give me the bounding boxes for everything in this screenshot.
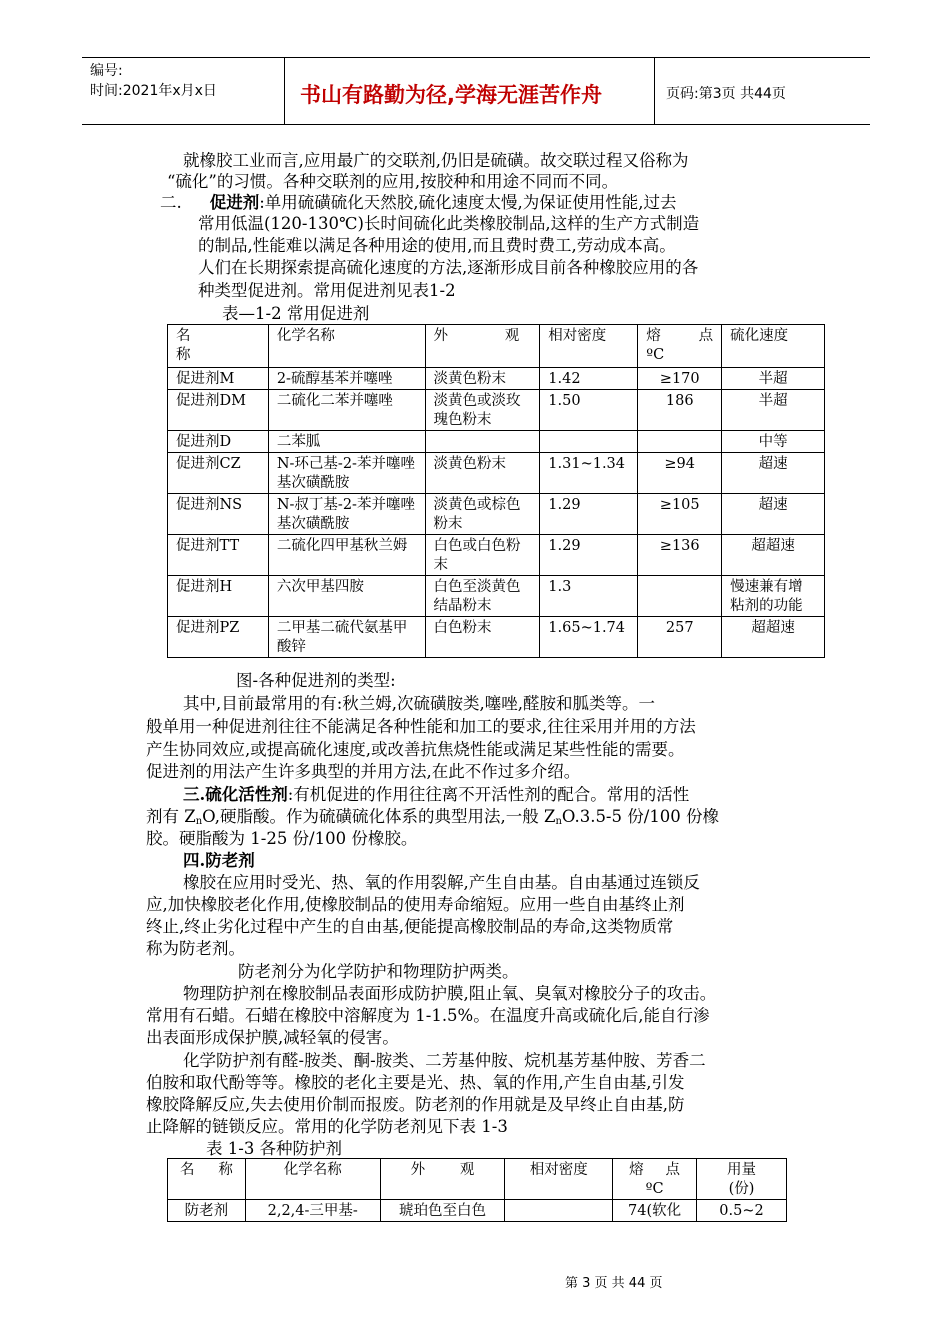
header-name: 名称 [168, 325, 269, 368]
cell-melt [638, 431, 722, 453]
page-info: 页码:第3页 共44页 [666, 86, 786, 102]
header-density: 相对密度 [540, 325, 638, 368]
cell-name: 促进剂D [168, 431, 269, 453]
cell-look [425, 431, 540, 453]
cell-melt [638, 576, 722, 617]
chemical-line-3: 橡胶降解反应,失去使用价制而报废。防老剂的作用就是及早终止自由基,防 [146, 1095, 685, 1114]
common-accelerators-line-1: 其中,目前最常用的有:秋兰姆,次硫磺胺类,噻唑,醛胺和胍类等。一 [183, 694, 656, 713]
cell-chem: 六次甲基四胺 [268, 576, 425, 617]
cell-look: 淡黄色或淡玫瑰色粉末 [425, 390, 540, 431]
section-3-line-1-rest: :有机促进的作用往往离不开活性剂的配合。常用的活性 [287, 785, 690, 804]
cell-name: 促进剂DM [168, 390, 269, 431]
cell-melt: ≥136 [638, 535, 722, 576]
cell-dose: 0.5~2 [697, 1200, 787, 1222]
intro-line-1: 就橡胶工业而言,应用最广的交联剂,仍旧是硫磺。故交联过程又俗称为 [183, 151, 689, 170]
cell-name: 促进剂TT [168, 535, 269, 576]
chemical-line-2: 伯胺和取代酚等等。橡胶的老化主要是光、热、氧的作用,产生自由基,引发 [146, 1073, 685, 1092]
cell-melt: ≥105 [638, 494, 722, 535]
cell-look: 淡黄色粉末 [425, 453, 540, 494]
cell-name: 促进剂PZ [168, 617, 269, 658]
header-appearance: 外观 [380, 1159, 505, 1200]
cell-density: 1.3 [540, 576, 638, 617]
cell-melt: ≥94 [638, 453, 722, 494]
cell-chem: 二苯胍 [268, 431, 425, 453]
cell-density: 1.65~1.74 [540, 617, 638, 658]
header-cure-speed: 硫化速度 [722, 325, 825, 368]
header-bottom-rule [82, 124, 870, 125]
table-1-3-caption: 表 1-3 各种防护剂 [206, 1139, 343, 1158]
table-row [168, 1200, 787, 1222]
table-header-row [168, 325, 825, 368]
table-row [168, 617, 825, 658]
header-density: 相对密度 [505, 1159, 613, 1200]
header-divider-left [284, 58, 285, 124]
cell-density: 1.42 [540, 368, 638, 390]
accelerator-table [167, 324, 825, 658]
header-chem-name: 化学名称 [268, 325, 425, 368]
chemical-line-1: 化学防护剂有醛-胺类、酮-胺类、二芳基仲胺、烷机基芳基仲胺、芳香二 [183, 1051, 706, 1070]
table-row [168, 453, 825, 494]
section-3-title: 三.硫化活性剂 [183, 785, 288, 804]
cell-density: 1.29 [540, 535, 638, 576]
cell-speed: 超速 [722, 453, 825, 494]
common-accelerators-line-2: 般单用一种促进剂往往不能满足各种性能和加工的要求,往往采用并用的方法 [146, 717, 696, 736]
cell-density [505, 1200, 613, 1222]
cell-speed: 超超速 [722, 617, 825, 658]
cell-name: 促进剂CZ [168, 453, 269, 494]
cell-melt: ≥170 [638, 368, 722, 390]
table-row [168, 431, 825, 453]
document-number-label: 编号: [90, 63, 123, 79]
cell-speed: 中等 [722, 431, 825, 453]
section-3-line-2: 剂有 $Z_nO$,硬脂酸。作为硫磺硫化体系的典型用法,一般 $Z_nO.3.5-5$ 份/100 份橡 [146, 807, 720, 827]
section-3-line-1 [183, 784, 689, 805]
cell-density: 1.50 [540, 390, 638, 431]
header-divider-right [654, 58, 655, 124]
table-row [168, 390, 825, 431]
header-motto: 书山有路勤为径,学海无涯苦作舟 [300, 83, 602, 107]
aging-line-3: 终止,终止劣化过程中产生的自由基,便能提高橡胶制品的寿命,这类物质常 [146, 917, 674, 936]
cell-chem: 2-硫醇基苯并噻唑 [268, 368, 425, 390]
cell-look: 淡黄色粉末 [425, 368, 540, 390]
cell-chem: 二硫化四甲基秋兰姆 [268, 535, 425, 576]
cell-melt: 186 [638, 390, 722, 431]
cell-speed: 慢速兼有增粘剂的功能 [722, 576, 825, 617]
physical-line-2: 常用有石蜡。石蜡在橡胶中溶解度为 1-1.5%。在温度升高或硫化后,能自行渗 [146, 1006, 710, 1025]
section-3-line-3: 胶。硬脂酸为 1-25 份/100 份橡胶。 [146, 829, 418, 848]
cell-chem: N-环己基-2-苯并噻唑基次磺酰胺 [268, 453, 425, 494]
chemical-line-4: 止降解的链锁反应。常用的化学防老剂见下表 1-3 [146, 1117, 508, 1136]
common-accelerators-line-3: 产生协同效应,或提高硫化速度,或改善抗焦烧性能或满足某些性能的需要。 [146, 740, 685, 759]
header-dosage: 用量 (份) [697, 1159, 787, 1200]
cell-look: 琥珀色至白色 [380, 1200, 505, 1222]
header-chem-name: 化学名称 [245, 1159, 380, 1200]
antiaging-types: 防老剂分为化学防护和物理防护两类。 [238, 962, 519, 981]
cell-name: 促进剂M [168, 368, 269, 390]
document-time-label: 时间:2021年x月x日 [90, 83, 217, 99]
cell-speed: 半超 [722, 390, 825, 431]
table-header-row [168, 1159, 787, 1200]
cell-speed: 超超速 [722, 535, 825, 576]
cell-density [540, 431, 638, 453]
cell-chem: 二甲基二硫代氨基甲酸锌 [268, 617, 425, 658]
section-2-paragraph [160, 192, 677, 213]
cell-density: 1.31~1.34 [540, 453, 638, 494]
cell-speed: 超速 [722, 494, 825, 535]
header-name: 名称 [168, 1159, 246, 1200]
section-4-title: 四.防老剂 [183, 851, 255, 870]
table-row [168, 494, 825, 535]
section-2-line-4: 人们在长期探索提高硫化速度的方法,逐渐形成目前各种橡胶应用的各 [198, 258, 699, 277]
header-top-rule [82, 57, 870, 58]
cell-speed: 半超 [722, 368, 825, 390]
figure-caption: 图-各种促进剂的类型: [236, 671, 396, 690]
physical-line-3: 出表面形成保护膜,减轻氧的侵害。 [146, 1028, 399, 1047]
table-row [168, 576, 825, 617]
cell-melt: 257 [638, 617, 722, 658]
header-melting-point: 熔点 ºC [613, 1159, 697, 1200]
cell-chem: N-叔丁基-2-苯并噻唑基次磺酰胺 [268, 494, 425, 535]
table-1-2-caption: 表—1-2 常用促进剂 [222, 304, 370, 323]
page-footer: 第 3 页 共 44 页 [565, 1276, 663, 1291]
cell-look: 白色粉末 [425, 617, 540, 658]
cell-density: 1.29 [540, 494, 638, 535]
section-2-line-1: :单用硫磺硫化天然胶,硫化速度太慢,为保证使用性能,过去 [259, 193, 677, 212]
section-2-line-3: 的制品,性能难以满足各种用途的使用,而且费时费工,劳动成本高。 [198, 236, 676, 255]
section-2-line-5: 种类型促进剂。常用促进剂见表1-2 [198, 281, 456, 300]
table-row [168, 535, 825, 576]
header-appearance: 外观 [425, 325, 540, 368]
cell-name: 促进剂NS [168, 494, 269, 535]
cell-look: 白色或白色粉末 [425, 535, 540, 576]
aging-line-4: 称为防老剂。 [146, 939, 245, 958]
cell-chem: 2,2,4-三甲基- [245, 1200, 380, 1222]
cell-melt: 74(软化 [613, 1200, 697, 1222]
cell-name: 促进剂H [168, 576, 269, 617]
intro-line-2: “硫化”的习惯。各种交联剂的应用,按胶种和用途不同而不同。 [167, 172, 619, 191]
common-accelerators-line-4: 促进剂的用法产生许多典型的并用方法,在此不作过多介绍。 [146, 762, 581, 781]
header-melting-point: 熔点 ºC [638, 325, 722, 368]
cell-look: 白色至淡黄色结晶粉末 [425, 576, 540, 617]
aging-line-2: 应,加快橡胶老化作用,使橡胶制品的使用寿命缩短。应用一些自由基终止剂 [146, 895, 685, 914]
antioxidant-table [167, 1158, 787, 1222]
aging-line-1: 橡胶在应用时受光、热、氧的作用裂解,产生自由基。自由基通过连锁反 [183, 873, 700, 892]
section-2-number: 二. [160, 193, 182, 212]
physical-line-1: 物理防护剂在橡胶制品表面形成防护膜,阻止氧、臭氧对橡胶分子的攻击。 [183, 984, 717, 1003]
cell-name: 防老剂 [168, 1200, 246, 1222]
section-2-title: 促进剂 [209, 193, 260, 212]
section-2-line-2: 常用低温(120-130℃)长时间硫化此类橡胶制品,这样的生产方式制造 [198, 214, 700, 233]
cell-chem: 二硫化二苯并噻唑 [268, 390, 425, 431]
cell-look: 淡黄色或棕色粉末 [425, 494, 540, 535]
table-row [168, 368, 825, 390]
